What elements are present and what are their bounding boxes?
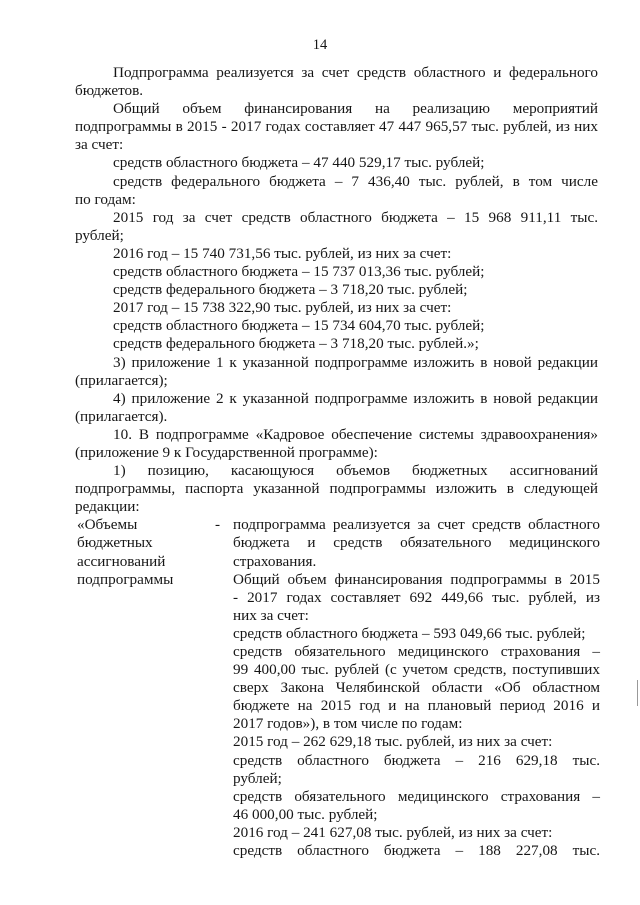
text-line: подпрограммы, паспорта указанной подпрограммы изложить в следующей <box>75 480 598 498</box>
table-value-line: 46 000,00 тыс. рублей; <box>233 805 378 823</box>
text-line: средств областного бюджета – 15 734 604,70 тыс. рублей; <box>113 317 485 335</box>
table-value-line: сверх Закона Челябинской области «Об областном <box>233 679 600 697</box>
table-value-line: средств обязательного медицинского страхования – <box>233 643 600 660</box>
table-value-line: 2017 годов»), в том числе по годам: <box>233 715 463 733</box>
table-value-line: бюджета и средств обязательного медицинского <box>233 534 600 552</box>
document-body <box>75 64 598 860</box>
table-value-line: средств обязательного медицинского страхования – <box>233 787 600 805</box>
text-line: средств областного бюджета – 47 440 529,17 тыс. рублей; <box>113 154 485 172</box>
table-value-line: средств областного бюджета – 216 629,18 тыс. <box>233 751 600 769</box>
table-value-line: средств областного бюджета – 593 049,66 тыс. рублей; <box>233 624 586 642</box>
dash-mark: - <box>215 516 221 534</box>
text-line: редакции: <box>75 498 140 516</box>
text-line: Общий объем финансирования на реализацию мероприятий <box>113 100 598 118</box>
table-value-line: средств областного бюджета – 188 227,08 тыс. <box>233 842 600 860</box>
table-value-line: подпрограмма реализуется за счет средств областного <box>233 516 600 534</box>
text-line: 4) приложение 2 к указанной подпрограмме изложить в новой редакции <box>113 389 598 407</box>
table-left-cell <box>75 516 215 860</box>
table-right-cell <box>233 516 600 860</box>
text-line: рублей; <box>75 226 124 244</box>
budget-table <box>75 516 598 860</box>
table-value-line: Общий объем финансирования подпрограммы в 2015 <box>233 570 600 588</box>
budget-table-row <box>75 516 598 860</box>
table-value-line: страхования. <box>233 552 317 570</box>
text-line: 3) приложение 1 к указанной подпрограмме изложить в новой редакции <box>113 353 598 371</box>
text-line: по годам: <box>75 190 136 208</box>
text-line: средств федерального бюджета – 3 718,20 тыс. рублей.»; <box>113 335 479 353</box>
text-line: Подпрограмма реализуется за счет средств областного и федерального <box>113 64 598 81</box>
table-dash <box>215 516 233 860</box>
text-line: за счет: <box>75 136 124 154</box>
text-line: 2015 год за счет средств областного бюджета – 15 968 911,11 тыс. <box>113 208 598 226</box>
body-text <box>75 64 598 516</box>
scan-edge-mark <box>637 680 639 706</box>
text-line: средств областного бюджета – 15 737 013,36 тыс. рублей; <box>113 263 485 281</box>
table-value-line: 2015 год – 262 629,18 тыс. рублей, из них за счет: <box>233 733 553 751</box>
table-label-line: «Объемы <box>77 516 138 534</box>
table-value-line: 2016 год – 241 627,08 тыс. рублей, из них за счет: <box>233 823 553 841</box>
table-value-line: рублей; <box>233 769 282 787</box>
text-line: подпрограммы в 2015 - 2017 годах составляет 47 447 965,57 тыс. рублей, из них <box>75 118 598 136</box>
text-line: 10. В подпрограмме «Кадровое обеспечение системы здравоохранения» <box>113 425 598 443</box>
text-line: 2017 год – 15 738 322,90 тыс. рублей, из них за счет: <box>113 299 452 317</box>
text-line: (прилагается). <box>75 407 168 425</box>
text-line: (приложение 9 к Государственной программе): <box>75 443 378 461</box>
page-number: 14 <box>312 37 328 53</box>
table-value-line: - 2017 годах составляет 692 449,66 тыс. рублей, из <box>233 588 600 606</box>
table-label-line: подпрограммы <box>77 570 174 588</box>
text-line: (прилагается); <box>75 371 168 389</box>
table-value-line: них за счет: <box>233 606 309 624</box>
table-value-line: бюджете на 2015 год и на плановый период 2016 и <box>233 697 600 715</box>
table-value-line: 99 400,00 тыс. рублей (с учетом средств, поступивших <box>233 661 600 679</box>
text-line: бюджетов. <box>75 82 144 100</box>
text-line: средств федерального бюджета – 3 718,20 тыс. рублей; <box>113 281 468 299</box>
text-line: средств федерального бюджета – 7 436,40 тыс. рублей, в том числе <box>113 172 598 190</box>
text-line: 2016 год – 15 740 731,56 тыс. рублей, из них за счет: <box>113 244 452 262</box>
table-label-line: ассигнований <box>77 552 166 570</box>
table-label-line: бюджетных <box>77 534 153 552</box>
text-line: 1) позицию, касающуюся объемов бюджетных ассигнований <box>113 462 598 480</box>
